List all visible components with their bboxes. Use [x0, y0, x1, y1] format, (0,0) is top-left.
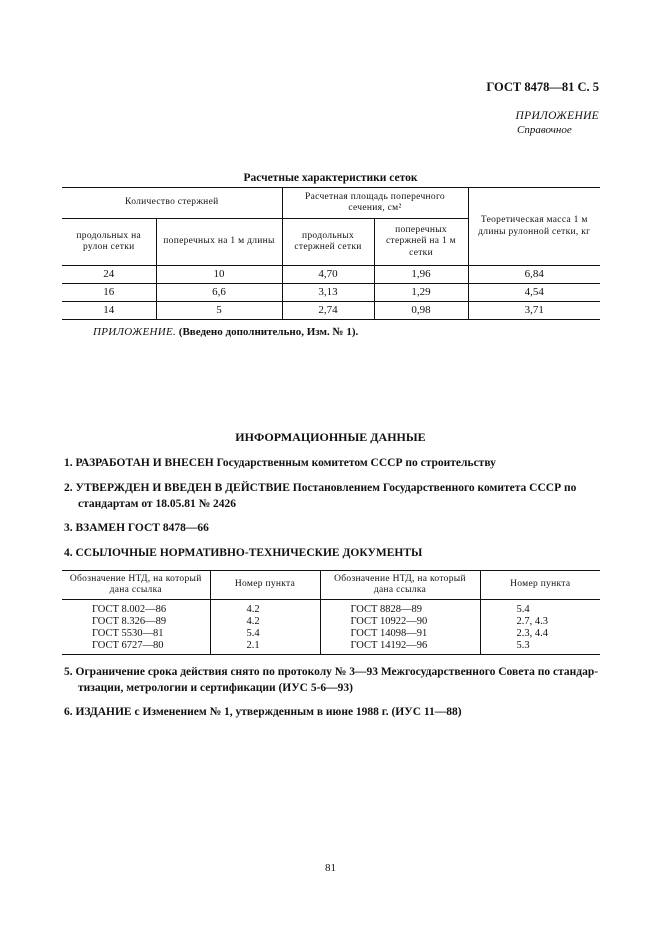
appendix-label: ПРИЛОЖЕНИЕ: [515, 110, 599, 122]
cell: 4,70: [282, 266, 374, 284]
header-cross: поперечных на 1 м длины: [156, 219, 282, 266]
cell: 6,84: [468, 266, 600, 284]
info-section-5-line1: 5. Ограничение срока действия снято по протоколу № 3—93 Межгосударственного Совета по стандар-: [64, 666, 599, 678]
info-title: ИНФОРМАЦИОННЫЕ ДАННЫЕ: [235, 430, 426, 444]
cell: 6,6: [156, 284, 282, 302]
table-row: [62, 302, 600, 320]
info-section-2-line2: стандартам от 18.05.81 № 2426: [78, 497, 237, 510]
page-number: 81: [325, 862, 336, 874]
header-doc-left: Обозначение НТД, на который дана ссылка: [62, 571, 210, 600]
info-section-1: 1. РАЗРАБОТАН И ВНЕСЕН Государственным комитетом СССР по строительству: [64, 457, 496, 469]
info-section-4: 4. ССЫЛОЧНЫЕ НОРМАТИВНО-ТЕХНИЧЕСКИЕ ДОКУМЕНТЫ: [64, 547, 423, 559]
appendix-note: [93, 326, 358, 338]
info-section-5-line2: тизации, метрологии и сертификации (ИУС 5-6—93): [78, 681, 354, 694]
cell: 16: [62, 284, 156, 302]
document-code: ГОСТ 8478—81 С. 5: [486, 80, 599, 94]
cell: 3,13: [282, 284, 374, 302]
header-area-longitudinal: продольных стержней сетки: [282, 219, 374, 266]
mesh-characteristics-table: [62, 187, 600, 320]
references-table: [62, 570, 600, 655]
info-section-5: [64, 665, 604, 696]
header-area-cross: поперечных стержней на 1 м сетки: [374, 219, 468, 266]
cell: 14: [62, 302, 156, 320]
info-section-3: 3. ВЗАМЕН ГОСТ 8478—66: [64, 522, 209, 534]
cell: 10: [156, 266, 282, 284]
header-longitudinal: продольных на рулон сетки: [62, 219, 156, 266]
cell: 1,29: [374, 284, 468, 302]
cell: 24: [62, 266, 156, 284]
cell: 5: [156, 302, 282, 320]
appendix-type: Справочное: [517, 124, 572, 136]
table-row: [62, 284, 600, 302]
left-points: 4.2 4.2 5.4 2.1: [210, 600, 320, 655]
header-rod-count: Количество стержней: [62, 188, 282, 219]
cell: 0,98: [374, 302, 468, 320]
header-area: Расчетная площадь поперечного сечения, см²: [282, 188, 468, 219]
cell: 1,96: [374, 266, 468, 284]
cell: 3,71: [468, 302, 600, 320]
header-point-right: Номер пункта: [480, 571, 600, 600]
cell: 4,54: [468, 284, 600, 302]
table-row: [62, 266, 600, 284]
left-docs: ГОСТ 8.002—86 ГОСТ 8.326—89 ГОСТ 5530—81 ГОСТ 6727—80: [62, 600, 210, 655]
info-section-6: 6. ИЗДАНИЕ с Изменением № 1, утвержденным в июне 1988 г. (ИУС 11—88): [64, 706, 462, 718]
header-point-left: Номер пункта: [210, 571, 320, 600]
appendix-note-text: (Введено дополнительно, Изм. № 1).: [178, 326, 359, 338]
info-section-2: [64, 481, 604, 512]
header-doc-right: Обозначение НТД, на который дана ссылка: [320, 571, 480, 600]
info-section-2-line1: 2. УТВЕРЖДЕН И ВВЕДЕН В ДЕЙСТВИЕ Постановлением Государственного комитета СССР по: [64, 482, 577, 494]
right-docs: ГОСТ 8828—89 ГОСТ 10922—90 ГОСТ 14098—91 ГОСТ 14192—96: [320, 600, 480, 655]
header-mass: Теоретическая масса 1 м длины рулонной сетки, кг: [468, 188, 600, 266]
table1-title: Расчетные характеристики сеток: [243, 172, 418, 184]
right-points: 5.4 2.7, 4.3 2.3, 4.4 5.3: [480, 600, 600, 655]
cell: 2,74: [282, 302, 374, 320]
appendix-note-label: ПРИЛОЖЕНИЕ.: [93, 326, 177, 338]
